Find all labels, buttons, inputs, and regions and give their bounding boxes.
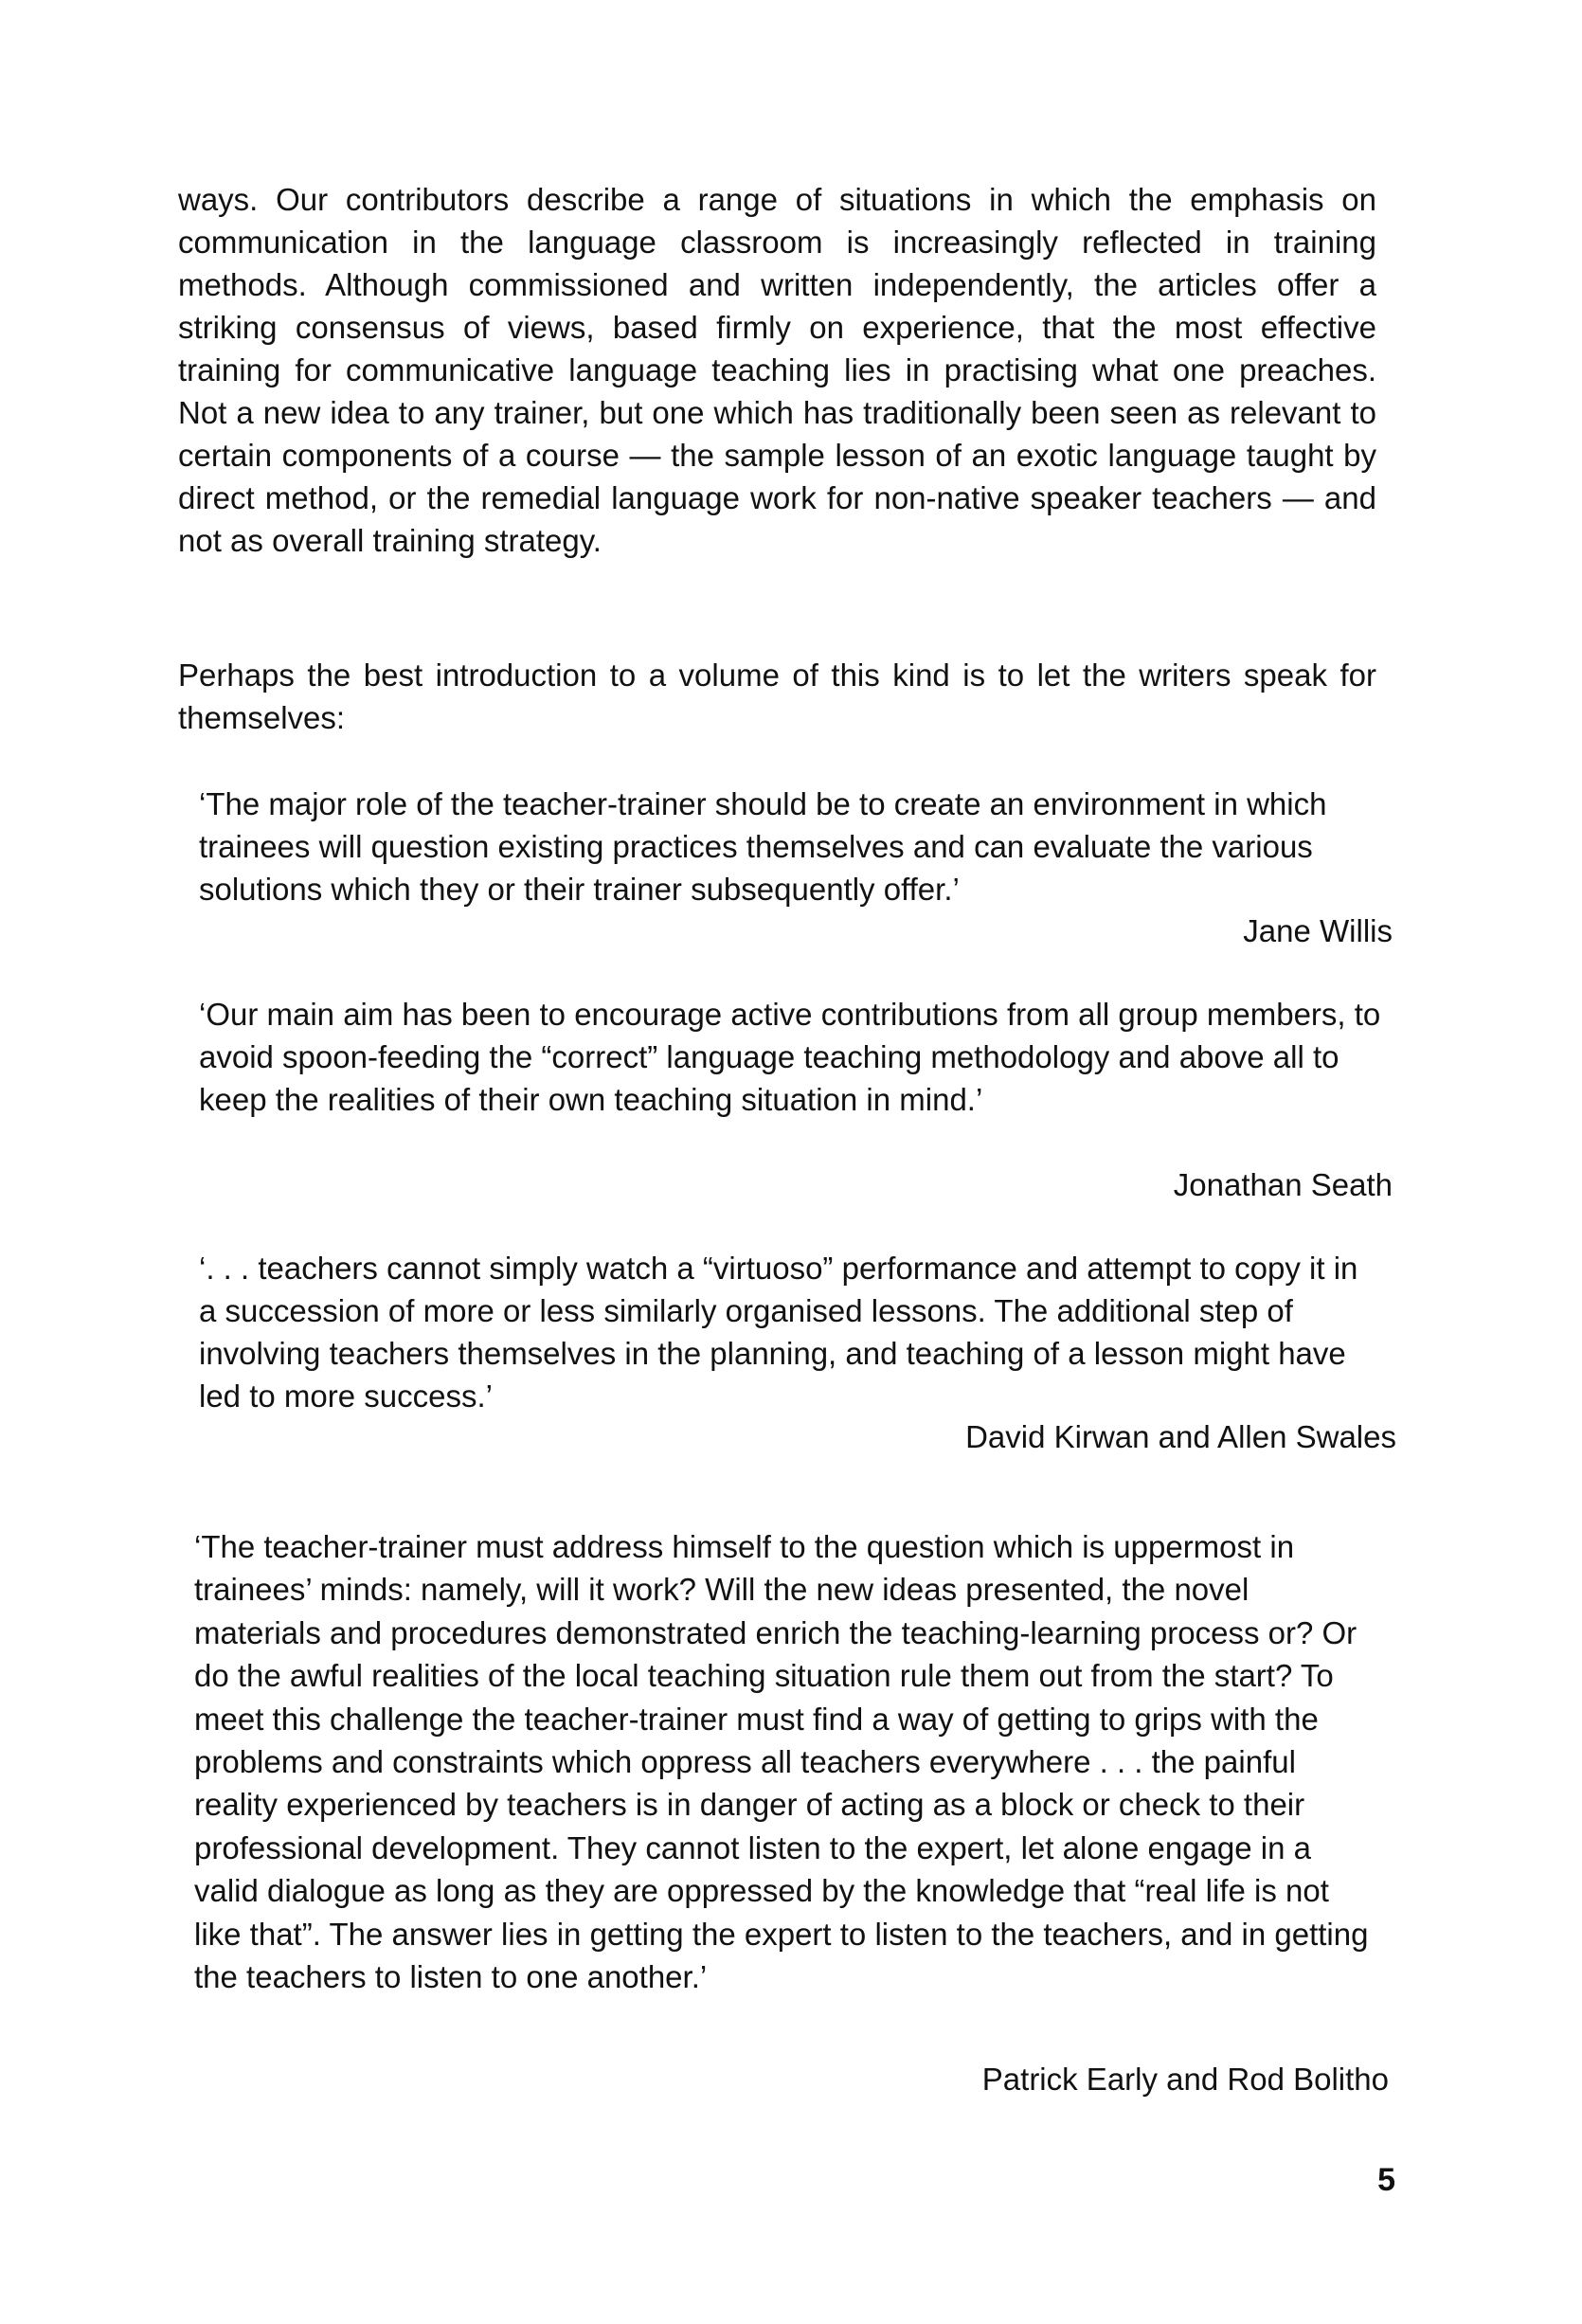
quote-seath: ‘Our main aim has been to encourage active contributions from all group members, to avoid spoon-feeding the “correct” language teaching methodology and above all to keep the realities of their own teaching situation in mind.’ xyxy=(199,997,1381,1117)
quote-author-kirwan-swales: David Kirwan and Allen Swales xyxy=(965,1419,1396,1454)
quote-author-willis: Jane Willis xyxy=(1243,913,1393,948)
quote-kirwan-swales: ‘. . . teachers cannot simply watch a “virtuoso” performance and attempt to copy it in a succession of more or less similarly organised lessons. The additional step of involving teachers themselves in the planning, and teaching of a lesson might have led to more success.’ xyxy=(199,1251,1358,1414)
quote-early-bolitho: ‘The teacher-trainer must address himself to the question which is uppermost in trainees’ minds: namely, will it work? Will the new ideas presented, the novel materials and procedures demonstrated enrich the teaching-learning process or? Or do the awful realities of the local teaching situation rule them out from the start? To meet this challenge the teacher-trainer must find a way of getting to grips with the problems and constraints which oppress all teachers everywhere . . . the painful reality experienced by teachers is in danger of acting as a block or check to their professional development. They cannot listen to the expert, let alone engage in a valid dialogue as long as they are oppressed by the knowledge that “real life is not like that”. The answer lies in getting the expert to listen to the teachers, and in getting the teachers to listen to one another.’ xyxy=(194,1529,1369,1995)
quote-author-early-bolitho: Patrick Early and Rod Bolitho xyxy=(981,2062,1389,2097)
page-number: 5 xyxy=(1377,2162,1395,2198)
lead-in-paragraph: Perhaps the best introduction to a volume of this kind is to let the writers speak for themselves: xyxy=(178,658,1376,735)
quote-willis: ‘The major role of the teacher-trainer should be to create an environment in which trainees will question existing practices themselves and can evaluate the various solutions which they or their trainer subsequently offer.’ xyxy=(199,786,1327,907)
intro-paragraph: ways. Our contributors describe a range of situations in which the emphasis on communication in the language classroom is increasingly reflected in training methods. Although commissioned and written independently, the articles offer a striking consensus of views, based firmly on experience, that the most effective training for communicative language teaching lies in practising what one preaches. Not a new idea to any trainer, but one which has traditionally been seen as relevant to certain components of a course — the sample lesson of an exotic language taught by direct method, or the remedial language work for non-native speaker teachers — and not as overall training strategy. xyxy=(178,182,1376,558)
quote-author-seath: Jonathan Seath xyxy=(1173,1167,1393,1202)
